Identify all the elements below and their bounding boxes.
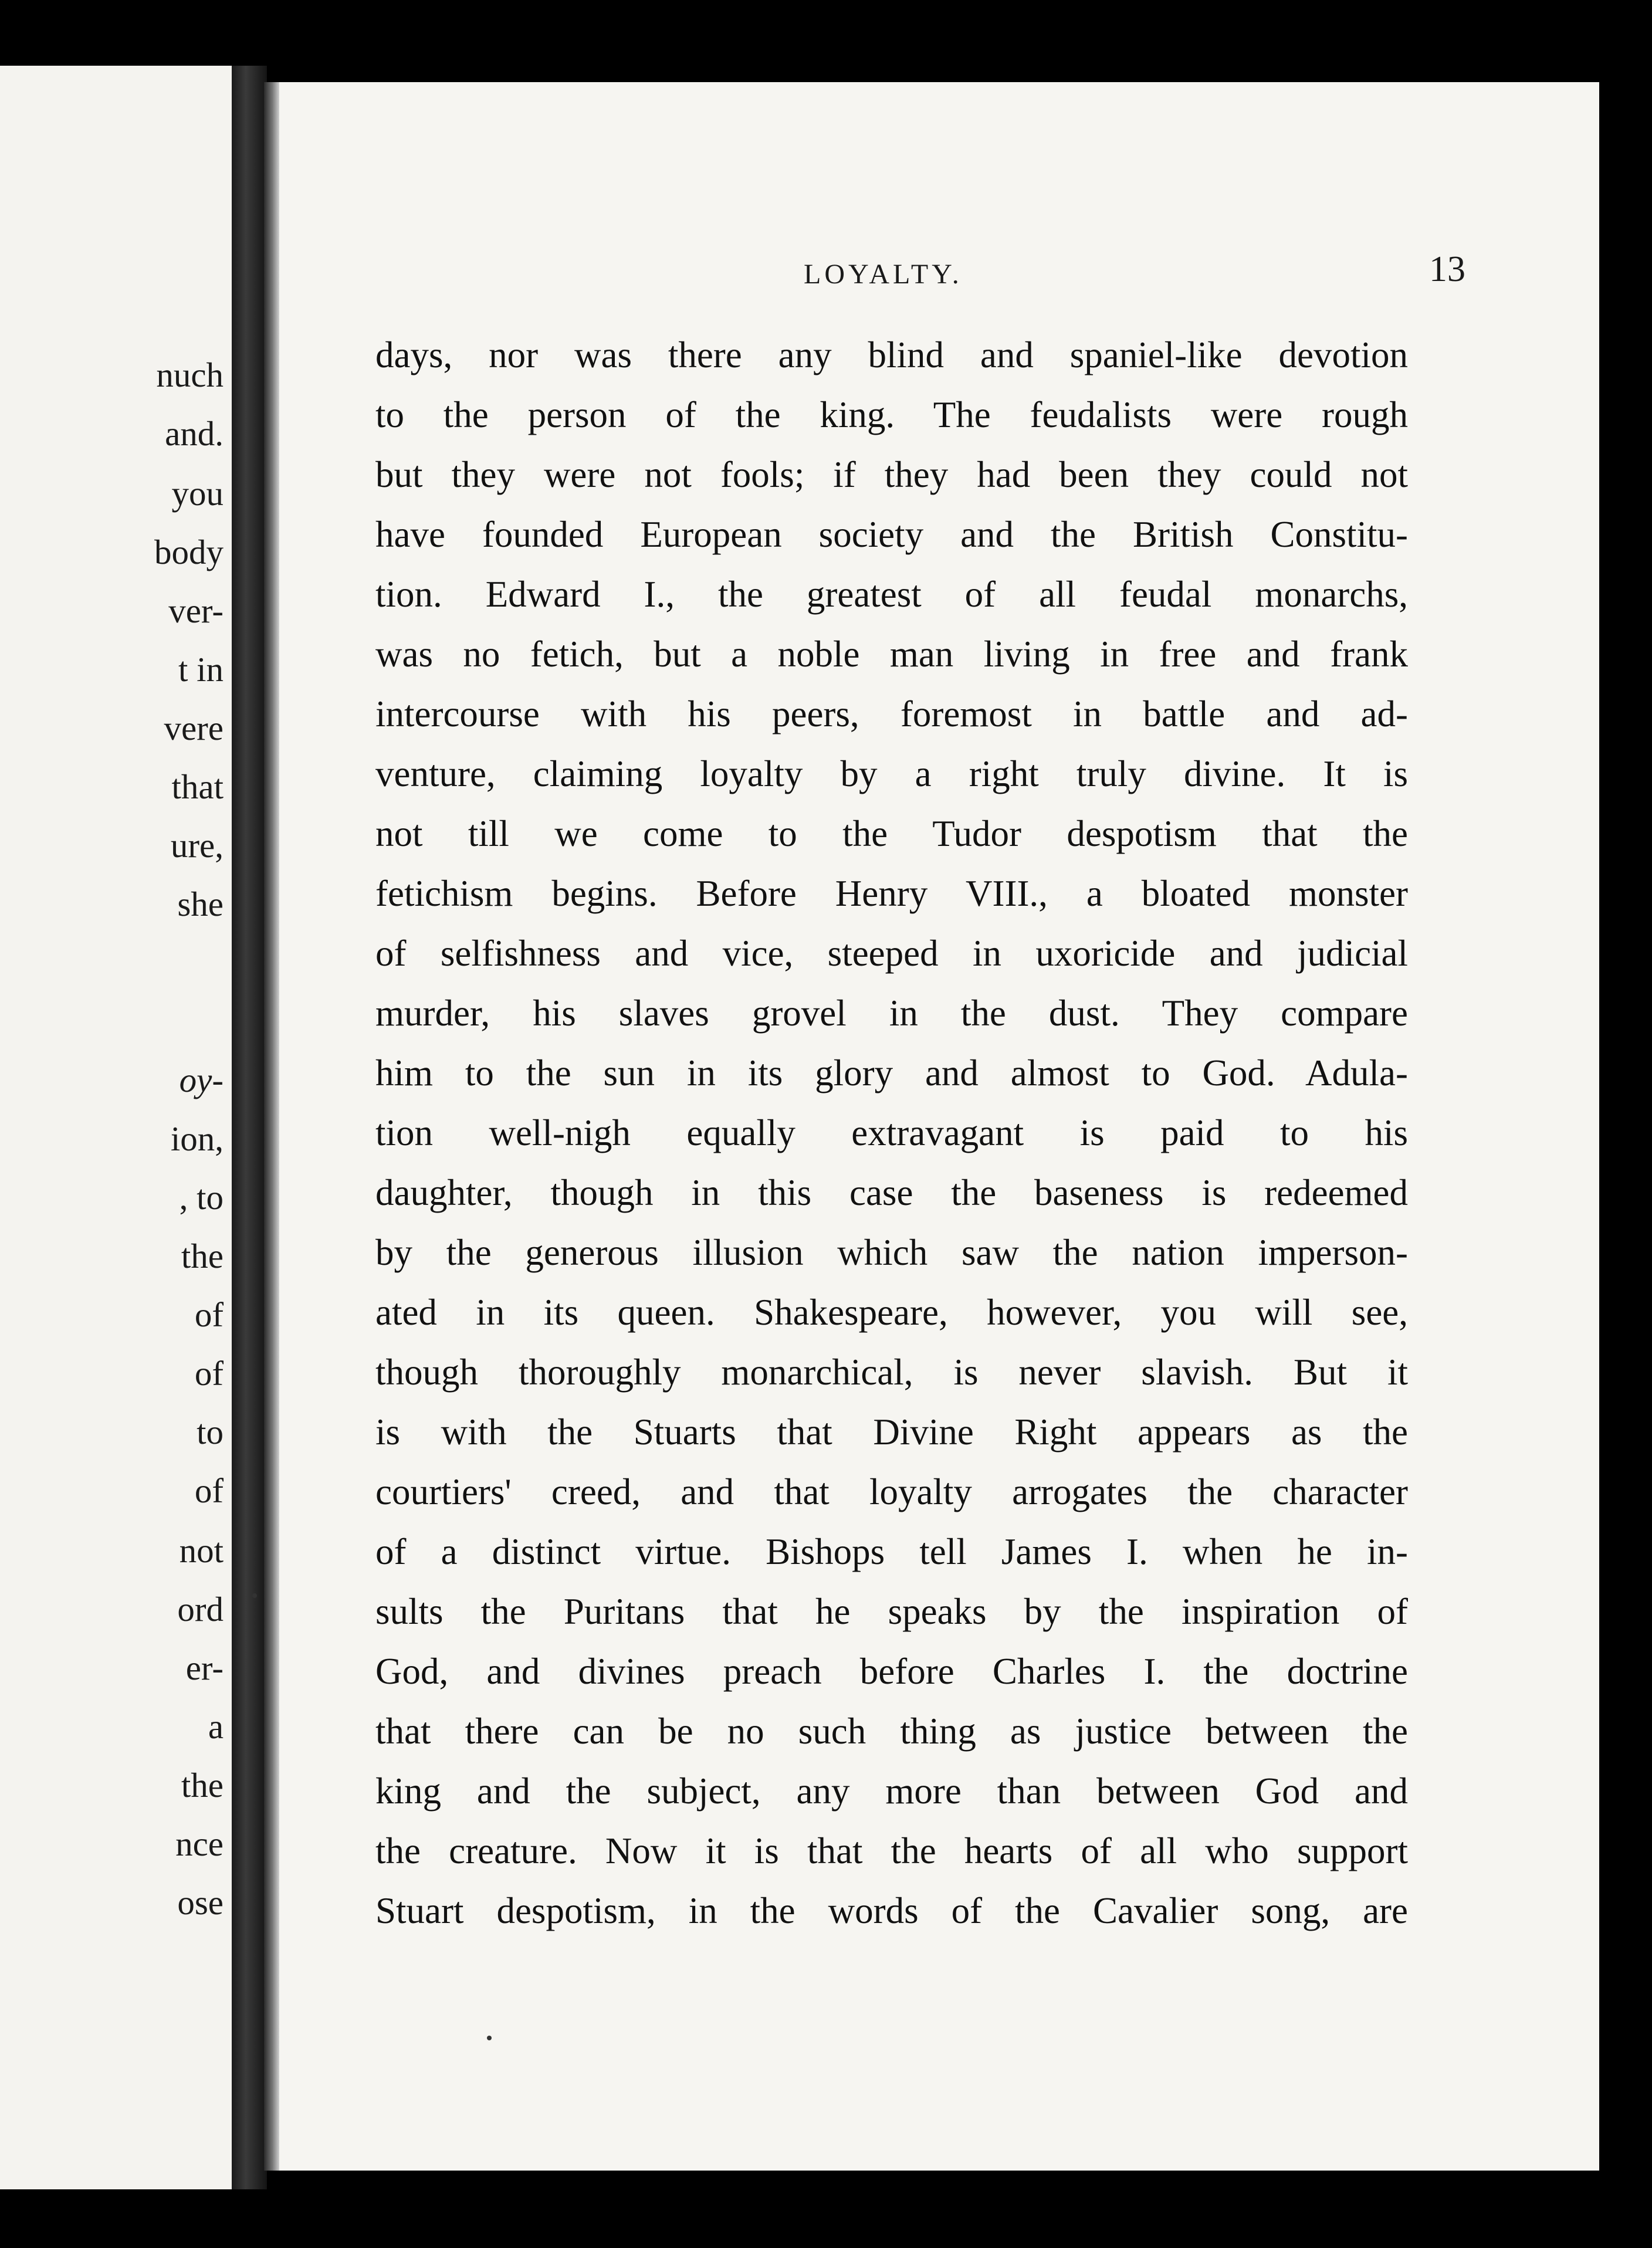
- body-text-line: though thoroughly monarchical, is never slavish. But it: [375, 1352, 1408, 1393]
- body-text-line: him to the sun in its glory and almost to God. Adula-: [375, 1052, 1408, 1093]
- left-page-fragment: the: [181, 1766, 224, 1805]
- left-page-fragment: and.: [165, 414, 224, 453]
- left-page-fragment: vere: [164, 709, 224, 747]
- body-text-line: sults the Puritans that he speaks by the inspiration of: [375, 1591, 1408, 1632]
- body-text-line: Stuart despotism, in the words of the Cavalier song, are: [375, 1890, 1408, 1931]
- left-page-fragment: body: [154, 533, 224, 571]
- left-page-fragment: ose: [177, 1883, 224, 1922]
- left-page-fragment: of: [194, 1354, 224, 1393]
- left-page-fragment: ion,: [170, 1119, 224, 1158]
- body-text-line: days, nor was there any blind and spaniel-like devotion: [375, 334, 1408, 375]
- body-text-line: to the person of the king. The feudalists were rough: [375, 394, 1408, 435]
- left-page-fragment: of: [194, 1295, 224, 1334]
- right-page: [264, 82, 1599, 2171]
- body-text-line: that there can be no such thing as justice between the: [375, 1711, 1408, 1752]
- body-text-line: daughter, though in this case the baseness is redeemed: [375, 1172, 1408, 1213]
- page-number: 13: [1429, 249, 1465, 289]
- left-page-edge: [0, 66, 232, 2189]
- left-page-fragment: er-: [185, 1648, 224, 1687]
- left-page-fragment: nuch: [156, 356, 224, 394]
- left-page-fragment: nce: [175, 1824, 224, 1863]
- book-gutter: [232, 66, 267, 2189]
- body-text-line: God, and divines preach before Charles I. the doctrine: [375, 1651, 1408, 1692]
- body-text-line: of selfishness and vice, steeped in uxoricide and judicial: [375, 933, 1408, 974]
- body-text-line: not till we come to the Tudor despotism that the: [375, 813, 1408, 854]
- body-text-line: the creature. Now it is that the hearts of all who support: [375, 1830, 1408, 1871]
- body-text-line: murder, his slaves grovel in the dust. They compare: [375, 993, 1408, 1034]
- left-page-fragment: of: [194, 1471, 224, 1510]
- body-text-line: by the generous illusion which saw the nation imperson-: [375, 1232, 1408, 1273]
- body-text-line: is with the Stuarts that Divine Right appears as the: [375, 1411, 1408, 1453]
- left-page-fragment: oy-: [179, 1061, 224, 1099]
- left-page-fragment: the: [181, 1237, 224, 1275]
- body-text-line: was no fetich, but a noble man living in free and frank: [375, 634, 1408, 675]
- body-text-line: venture, claiming loyalty by a right truly divine. It is: [375, 753, 1408, 794]
- body-text-line: courtiers' creed, and that loyalty arrogates the character: [375, 1471, 1408, 1512]
- body-text-line: of a distinct virtue. Bishops tell James I. when he in-: [375, 1531, 1408, 1572]
- left-page-fragment: a: [208, 1707, 224, 1746]
- left-page-fragment: not: [179, 1531, 224, 1570]
- left-page-fragment: ure,: [170, 826, 224, 865]
- scan-speck: [487, 2036, 492, 2040]
- body-text-line: tion well-nigh equally extravagant is paid to his: [375, 1112, 1408, 1153]
- body-text-line: intercourse with his peers, foremost in battle and ad-: [375, 693, 1408, 734]
- body-text-line: tion. Edward I., the greatest of all feudal monarchs,: [375, 574, 1408, 615]
- left-page-fragment: ver-: [168, 591, 224, 630]
- left-page-fragment: , to: [179, 1178, 224, 1217]
- left-page-fragment: ord: [177, 1590, 224, 1629]
- left-page-fragment: t in: [178, 650, 224, 689]
- body-text-line: but they were not fools; if they had been they could not: [375, 454, 1408, 495]
- scan-speck: [252, 1593, 257, 1598]
- body-text-line: have founded European society and the British Constitu-: [375, 514, 1408, 555]
- body-text-line: fetichism begins. Before Henry VIII., a bloated monster: [375, 873, 1408, 914]
- left-page-fragment: to: [197, 1413, 224, 1451]
- body-text-line: king and the subject, any more than between God and: [375, 1770, 1408, 1812]
- left-page-fragment: she: [177, 885, 224, 923]
- running-head: LOYALTY.: [804, 259, 963, 290]
- page-spine-edge: [264, 82, 279, 2171]
- body-text-line: ated in its queen. Shakespeare, however, you will see,: [375, 1292, 1408, 1333]
- left-page-fragment: you: [171, 474, 224, 513]
- left-page-fragment: that: [171, 767, 224, 806]
